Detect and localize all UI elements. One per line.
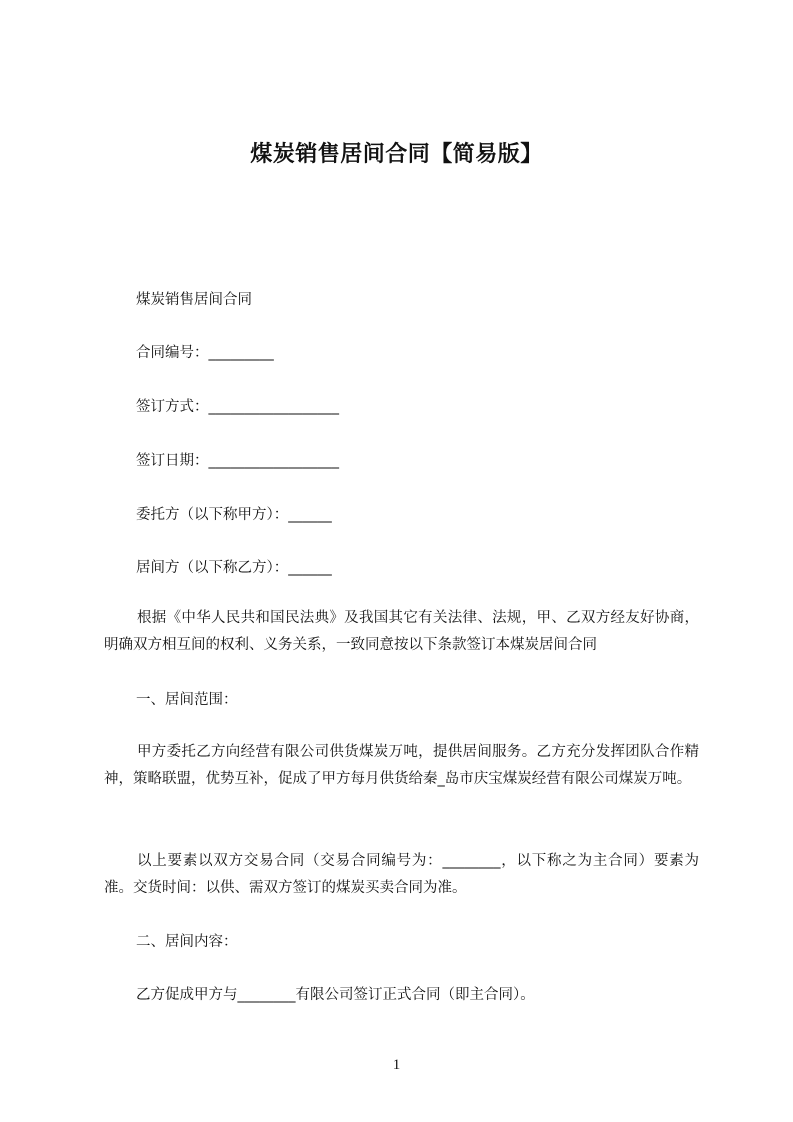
intro-paragraph: 根据《中华人民共和国民法典》及我国其它有关法律、法规，甲、乙双方经友好协商，明确双方相互间的权利、义务关系，一致同意按以下条款签订本煤炭居间合同 [104,610,699,653]
section-1-heading: 一、居间范围： [136,692,238,708]
party-b-field: 居间方（以下称乙方）：______ [136,560,332,576]
contract-number-field: 合同编号：_________ [136,345,274,361]
document-subtitle: 煤炭销售居间合同 [136,292,252,308]
sign-date-field: 签订日期：__________________ [136,453,339,469]
document-title: 煤炭销售居间合同【简易版】 [250,142,543,167]
page-number: 1 [392,1057,401,1073]
party-a-field: 委托方（以下称甲方）：______ [136,507,332,523]
section-1-paragraph-2: 以上要素以双方交易合同（交易合同编号为：________，以下称之为主合同）要素为准。交货时间：以供、需双方签订的煤炭买卖合同为准。 [104,853,699,896]
section-1-paragraph-1: 甲方委托乙方向经营有限公司供货煤炭万吨，提供居间服务。乙方充分发挥团队合作精神，策略联盟，优势互补，促成了甲方每月供货给秦_岛市庆宝煤炭经营有限公司煤炭万吨。 [104,744,699,787]
section-2-paragraph-1: 乙方促成甲方与________有限公司签订正式合同（即主合同）。 [136,987,535,1003]
section-2-heading: 二、居间内容： [136,934,238,950]
sign-method-field: 签订方式：__________________ [136,399,339,415]
